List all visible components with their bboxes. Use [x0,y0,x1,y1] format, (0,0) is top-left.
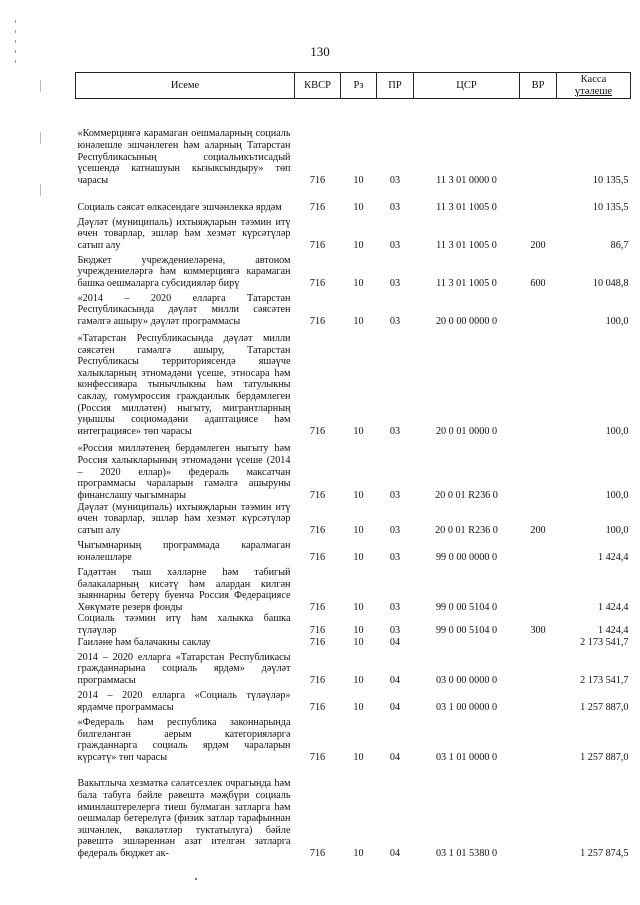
cell-pr: 03 [389,625,401,636]
table-row [76,252,631,290]
cell-name: Гаиләне һәм балачакны саклау [77,637,211,648]
cell-pr: 03 [389,551,401,563]
cell-name: «2014 – 2020 елларга Татарстан Республикасында дәүләт милли сәясәтен гамәлгә ашыру» дәүләт программасы [77,292,291,327]
cell-rz: 10 [353,848,364,859]
table-row [76,764,631,860]
scan-margin-marks [40,80,41,236]
table-row [76,649,631,687]
table-row [76,502,631,537]
table-row [76,613,631,636]
header-kassa-line2: үтәлеше [574,85,613,97]
cell-pr: 04 [389,752,401,763]
cell-vr [520,637,557,649]
cell-csr: 11 3 01 0000 0 [436,174,497,186]
cell-kassa: 2 173 541,7 [580,675,629,686]
cell-vr: 200 [530,239,546,251]
header-vr: ВР [520,73,557,99]
cell-name: «Татарстан Республикасында дәүләт милли сәясәтен гамәлгә ашыру, Татарстан Республикасы территориясендә яшәүче халыкларның этномәдәни үсеше, этносара һәм конфессияара тынычлыкны һәм татулыкны саклау, гомумроссия гражданлык бердәмлеген (Россия милләтен) ныгыту, мигрантларның уңышлы социомәдәни адаптациясе һәм интеграциясе» төп чарасы [77,332,291,437]
cell-csr: 03 0 00 0000 0 [435,675,498,686]
table-row [76,563,631,613]
cell-csr: 99 0 00 5104 0 [435,625,498,636]
cell-csr: 99 0 00 5104 0 [435,601,498,613]
cell-kvsr: 716 [309,315,326,327]
cell-csr: 03 1 01 5380 0 [435,848,498,859]
cell-csr: 11 3 01 1005 0 [436,201,497,213]
header-rz: Рз [341,73,377,99]
cell-kassa: 10 135,5 [592,174,629,186]
table-row [76,438,631,502]
cell-kassa: 10 048,8 [592,277,629,289]
cell-csr: 20 0 00 0000 0 [435,315,498,327]
cell-csr: 03 1 01 0000 0 [435,752,498,763]
header-csr: ЦСР [414,73,520,99]
table-row [76,536,631,563]
table-row [76,687,631,714]
cell-name: Дәүләт (муниципаль) ихтыяҗларын тәэмин итү өчен товарлар, эшләр һәм хезмәт күрсәтүләр сатып алу [77,216,291,251]
cell-rz: 10 [353,752,364,763]
cell-kvsr: 716 [309,601,326,613]
cell-rz: 10 [353,201,364,213]
cell-kvsr: 716 [309,239,326,251]
cell-pr: 04 [389,637,401,648]
cell-csr: 20 0 01 0000 0 [435,425,498,437]
cell-csr: 99 0 00 0000 0 [435,551,498,563]
cell-name: Социаль тәэмин итү һәм халыкка башка түләүләр [77,613,291,636]
cell-pr: 03 [389,524,401,536]
cell-kvsr: 716 [309,752,326,763]
cell-name: 2014 – 2020 елларга «Татарстан Республикасы гражданнарына социаль ярдәм» дәүләт программасы [77,651,291,686]
cell-name: Бюджет учреждениеләренә, автоном учреждениеләргә һәм коммерциягә карамаган башка оешмаларга субсидияләр бирү [77,254,291,289]
cell-name: «Коммерциягә карамаган оешмаларның социаль юнәлешле эшчәнлеген һәм аларның Татарстан Республикасының социальикътисадый үсешендә катнашуын кызыксындыру» төп чарасы [77,128,291,186]
cell-rz: 10 [353,239,364,251]
cell-kvsr: 716 [309,524,326,536]
cell-kvsr: 716 [309,637,326,648]
budget-table [75,72,631,860]
cell-kassa: 1 257 887,0 [580,752,629,763]
cell-rz: 10 [353,637,364,648]
cell-kassa: 1 257 874,5 [580,848,629,859]
cell-kvsr: 716 [309,675,326,686]
cell-vr: 600 [530,277,546,289]
cell-pr: 03 [389,201,401,213]
cell-rz: 10 [353,675,364,686]
header-pr: ПР [377,73,414,99]
cell-kvsr: 716 [309,702,326,713]
cell-kvsr: 716 [309,551,326,563]
cell-vr [520,764,557,860]
cell-name: «Россия милләтенең бердәмлеген ныгыту һәм Россия халыкларының этномәдәни үсеше (2014 – 2020 еллар)» федераль максатчан программасы чараларын гамәлгә ашыруны финанслашу чыгымнары [77,443,291,501]
table-row [76,214,631,252]
cell-rz: 10 [353,277,364,289]
cell-pr: 04 [389,848,401,859]
cell-vr [520,290,557,328]
cell-kassa: 1 424,4 [597,551,629,563]
cell-rz: 10 [353,524,364,536]
header-kassa [557,73,631,99]
cell-pr: 03 [389,425,401,437]
cell-vr [520,187,557,214]
cell-kassa: 2 173 541,7 [580,637,629,648]
table-row [76,290,631,328]
cell-kassa: 100,0 [605,425,629,437]
cell-csr: 20 0 01 R236 0 [435,489,498,501]
cell-name: «Федераль һәм республика законнарында билгеләнгән аерым категорияләргә гражданнарга социаль ярдәм чараларын күрсәтү» төп чарасы [77,717,291,763]
cell-kassa: 100,0 [605,524,629,536]
header-name: Исеме [76,73,295,99]
cell-vr [520,714,557,764]
cell-kassa: 1 257 887,0 [580,702,629,713]
cell-vr: 200 [530,524,546,536]
cell-csr: 03 1 00 0000 0 [435,702,498,713]
cell-pr: 03 [389,239,401,251]
cell-rz: 10 [353,174,364,186]
cell-rz: 10 [353,551,364,563]
cell-vr [520,328,557,438]
cell-rz: 10 [353,702,364,713]
cell-rz: 10 [353,601,364,613]
cell-pr: 03 [389,489,401,501]
cell-kassa: 100,0 [605,489,629,501]
cell-kassa: 10 135,5 [592,201,629,213]
cell-kvsr: 716 [309,277,326,289]
table-header-row [76,73,631,99]
cell-rz: 10 [353,625,364,636]
cell-csr [414,637,520,649]
cell-csr: 20 0 01 R236 0 [435,524,498,536]
cell-name: Вакытлыча хезмәткә сәләтсезлек очрагында һәм бала табуга бәйле рәвештә мәҗбүри социаль иминләштерелергә тиеш булмаган затларга һәм оешмалар бетерелүгә (физик затлар тарафыннан эшчәнлек, вәкаләтләр туктатылуга) бәйле рәвештә эшләреннән азат ителгән затларга федераль бюджет ак- [77,778,291,859]
cell-vr [520,687,557,714]
cell-vr: 300 [530,625,546,636]
cell-kassa: 1 424,4 [597,625,629,636]
cell-kvsr: 716 [309,201,326,213]
cell-pr: 04 [389,702,401,713]
cell-pr: 03 [389,277,401,289]
cell-rz: 10 [353,489,364,501]
cell-name: Дәүләт (муниципаль) ихтыяҗларын тәэмин итү өчен товарлар, эшләр һәм хезмәт күрсәтүләр сатып алу [77,501,291,536]
cell-pr: 03 [389,601,401,613]
cell-csr: 11 3 01 1005 0 [436,277,497,289]
cell-vr [520,438,557,502]
cell-rz: 10 [353,425,364,437]
table-row [76,328,631,438]
cell-vr [520,99,557,187]
scan-speck [195,878,197,880]
cell-vr [520,563,557,613]
cell-kvsr: 716 [309,425,326,437]
cell-name: Чыгымнарның программада каралмаган юнәлешләре [77,540,291,563]
header-kassa-line1: Касса [580,73,607,85]
cell-kvsr: 716 [309,174,326,186]
page-number: 130 [310,44,330,59]
cell-name: Гадәттән тыш хәлләрне һәм табигый бәлакаларның кисәтү һәм алардан килгән зыяннарны бетерү буенча Россия Федерациясе Хөкүмәте резерв фонды [77,566,291,613]
cell-kvsr: 716 [309,625,326,636]
cell-name: Социаль сәясәт өлкәсендәге эшчәнлеккә ярдәм [77,201,282,213]
cell-kvsr: 716 [309,489,326,501]
table-row [76,714,631,764]
table-row [76,637,631,649]
cell-kassa: 1 424,4 [597,601,629,613]
cell-pr: 04 [389,675,401,686]
cell-kvsr: 716 [309,848,326,859]
table-row [76,99,631,187]
cell-csr: 11 3 01 1005 0 [436,239,497,251]
cell-pr: 03 [389,315,401,327]
cell-vr [520,649,557,687]
header-kvsr: КВСР [295,73,341,99]
cell-rz: 10 [353,315,364,327]
cell-name: 2014 – 2020 елларга «Социаль түләүләр» ярдәмче программасы [77,690,291,713]
cell-vr [520,536,557,563]
cell-kassa: 100,0 [605,315,629,327]
table-row [76,187,631,214]
cell-pr: 03 [389,174,401,186]
cell-kassa: 86,7 [610,239,629,251]
